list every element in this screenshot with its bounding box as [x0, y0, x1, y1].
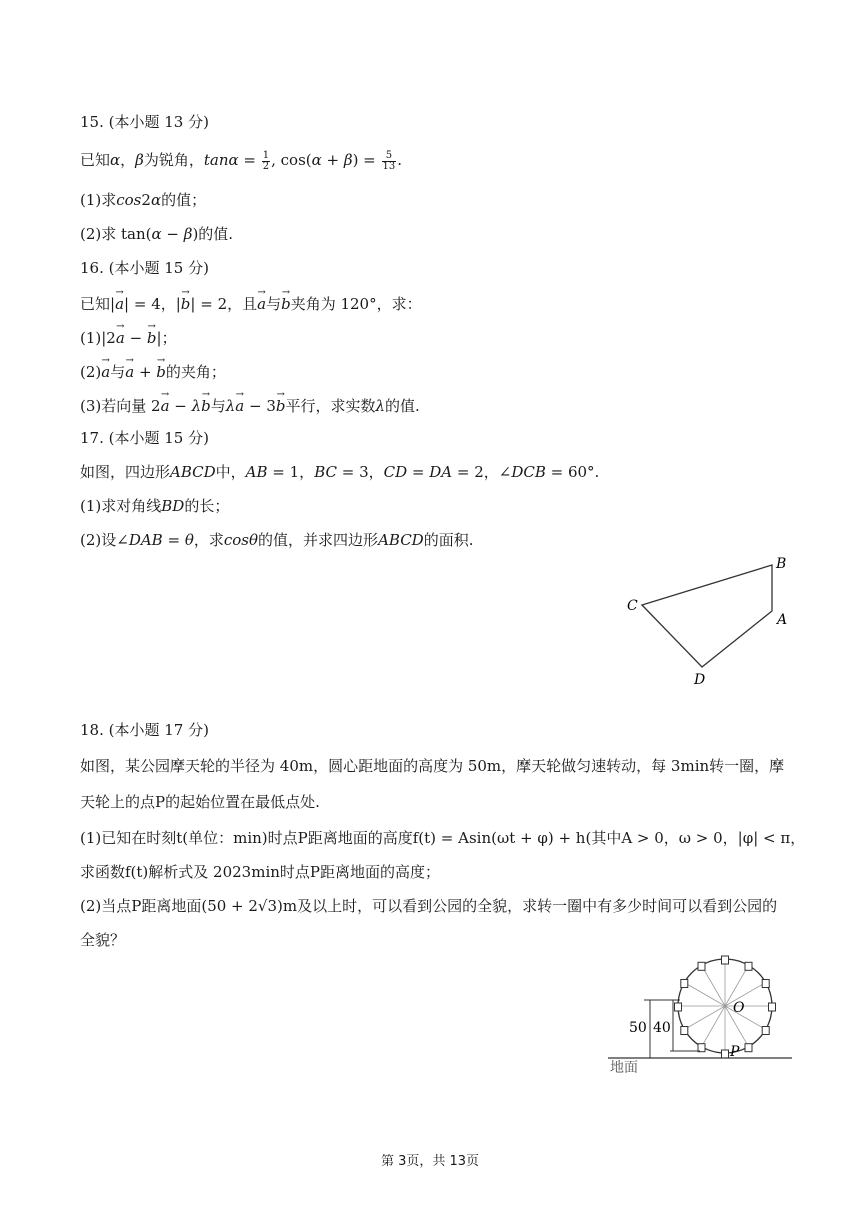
q18-line5: (2)当点P距离地面(50 + 2√3)m及以上时，可以看到公园的全貌，求转一圈中有多少时间可以看到公园的: [80, 897, 778, 915]
wheel-spoke: [702, 1006, 726, 1047]
wheel-cabin: [681, 1027, 688, 1035]
q16-intro: 已知|→ a| = 4，|→ b| = 2，且→ a与→ b夹角为 120°，求：: [80, 294, 422, 314]
wheel-cabin: [762, 980, 769, 988]
wheel-cabin: [722, 956, 729, 964]
label-50: 50: [629, 1020, 647, 1036]
wheel-cabin: [745, 962, 752, 970]
wheel-spoke: [725, 983, 766, 1007]
q16-part3: (3)若向量 2→ a − λ→ b与λ→ a − 3→ b平行，求实数λ的值.: [80, 396, 420, 416]
q18-line6: 全貌？: [80, 931, 126, 949]
wheel-cabin: [769, 1003, 776, 1011]
q15-intro: 已知α，β为锐角，tanα = $\frac{1}{2}$ , cos(α + β) = $\frac{5}{13}$ .: [80, 149, 403, 172]
label-b: B: [776, 556, 787, 572]
q16-header: 16. (本小题 15 分): [80, 259, 209, 277]
q18-line3: (1)已知在时刻t(单位：min)时点P距离地面的高度f(t) = Asin(ωt + φ) + h(其中A > 0，ω > 0，|φ| < π，: [80, 829, 806, 847]
q17-part1: (1)求对角线BD的长；: [80, 497, 230, 515]
q16-part1: (1)|2→ a − → b|；: [80, 328, 177, 348]
wheel-cabin: [762, 1027, 769, 1035]
quadrilateral-figure: [610, 548, 800, 688]
label-40: 40: [653, 1020, 671, 1036]
label-o: O: [733, 1000, 745, 1016]
q16-part2: (2)→ a与→ a + → b的夹角；: [80, 362, 226, 382]
wheel-cabin: [698, 962, 705, 970]
label-d: D: [694, 672, 706, 688]
q18-header: 18. (本小题 17 分): [80, 721, 209, 739]
q15-part1: (1)求cos2α的值；: [80, 191, 207, 209]
label-p: P: [730, 1044, 740, 1060]
q15-header: 15. (本小题 13 分): [80, 113, 209, 131]
label-a: A: [777, 612, 788, 628]
q18-line4: 求函数f(t)解析式及 2023min时点P距离地面的高度；: [80, 863, 441, 881]
label-c: C: [627, 598, 638, 614]
wheel-spoke: [725, 1006, 766, 1030]
wheel-cabin: [745, 1044, 752, 1052]
q18-line1: 如图，某公园摩天轮的半径为 40m，圆心距地面的高度为 50m，摩天轮做匀速转动，每 3min转一圈，摩: [80, 757, 785, 775]
label-ground: 地面: [610, 1060, 638, 1076]
q17-header: 17. (本小题 15 分): [80, 429, 209, 447]
wheel-cabin: [675, 1003, 682, 1011]
ferris-wheel-figure: [600, 948, 800, 1076]
q17-intro: 如图，四边形ABCD中，AB = 1，BC = 3，CD = DA = 2，∠DCB = 60°.: [80, 463, 600, 481]
wheel-cabin: [681, 980, 688, 988]
wheel-spoke: [684, 983, 725, 1007]
wheel-cabin: [722, 1050, 729, 1058]
quadrilateral-abcd: [642, 565, 772, 667]
wheel-spoke: [702, 965, 726, 1006]
q18-line2: 天轮上的点P的起始位置在最低点处.: [80, 793, 320, 811]
page-footer: 第 3页，共 13页: [380, 1154, 480, 1169]
q17-part2: (2)设∠DAB = θ，求cosθ的值，并求四边形ABCD的面积.: [80, 531, 474, 549]
wheel-spoke: [684, 1006, 725, 1030]
q15-part2: (2)求 tan(α − β)的值.: [80, 225, 234, 243]
